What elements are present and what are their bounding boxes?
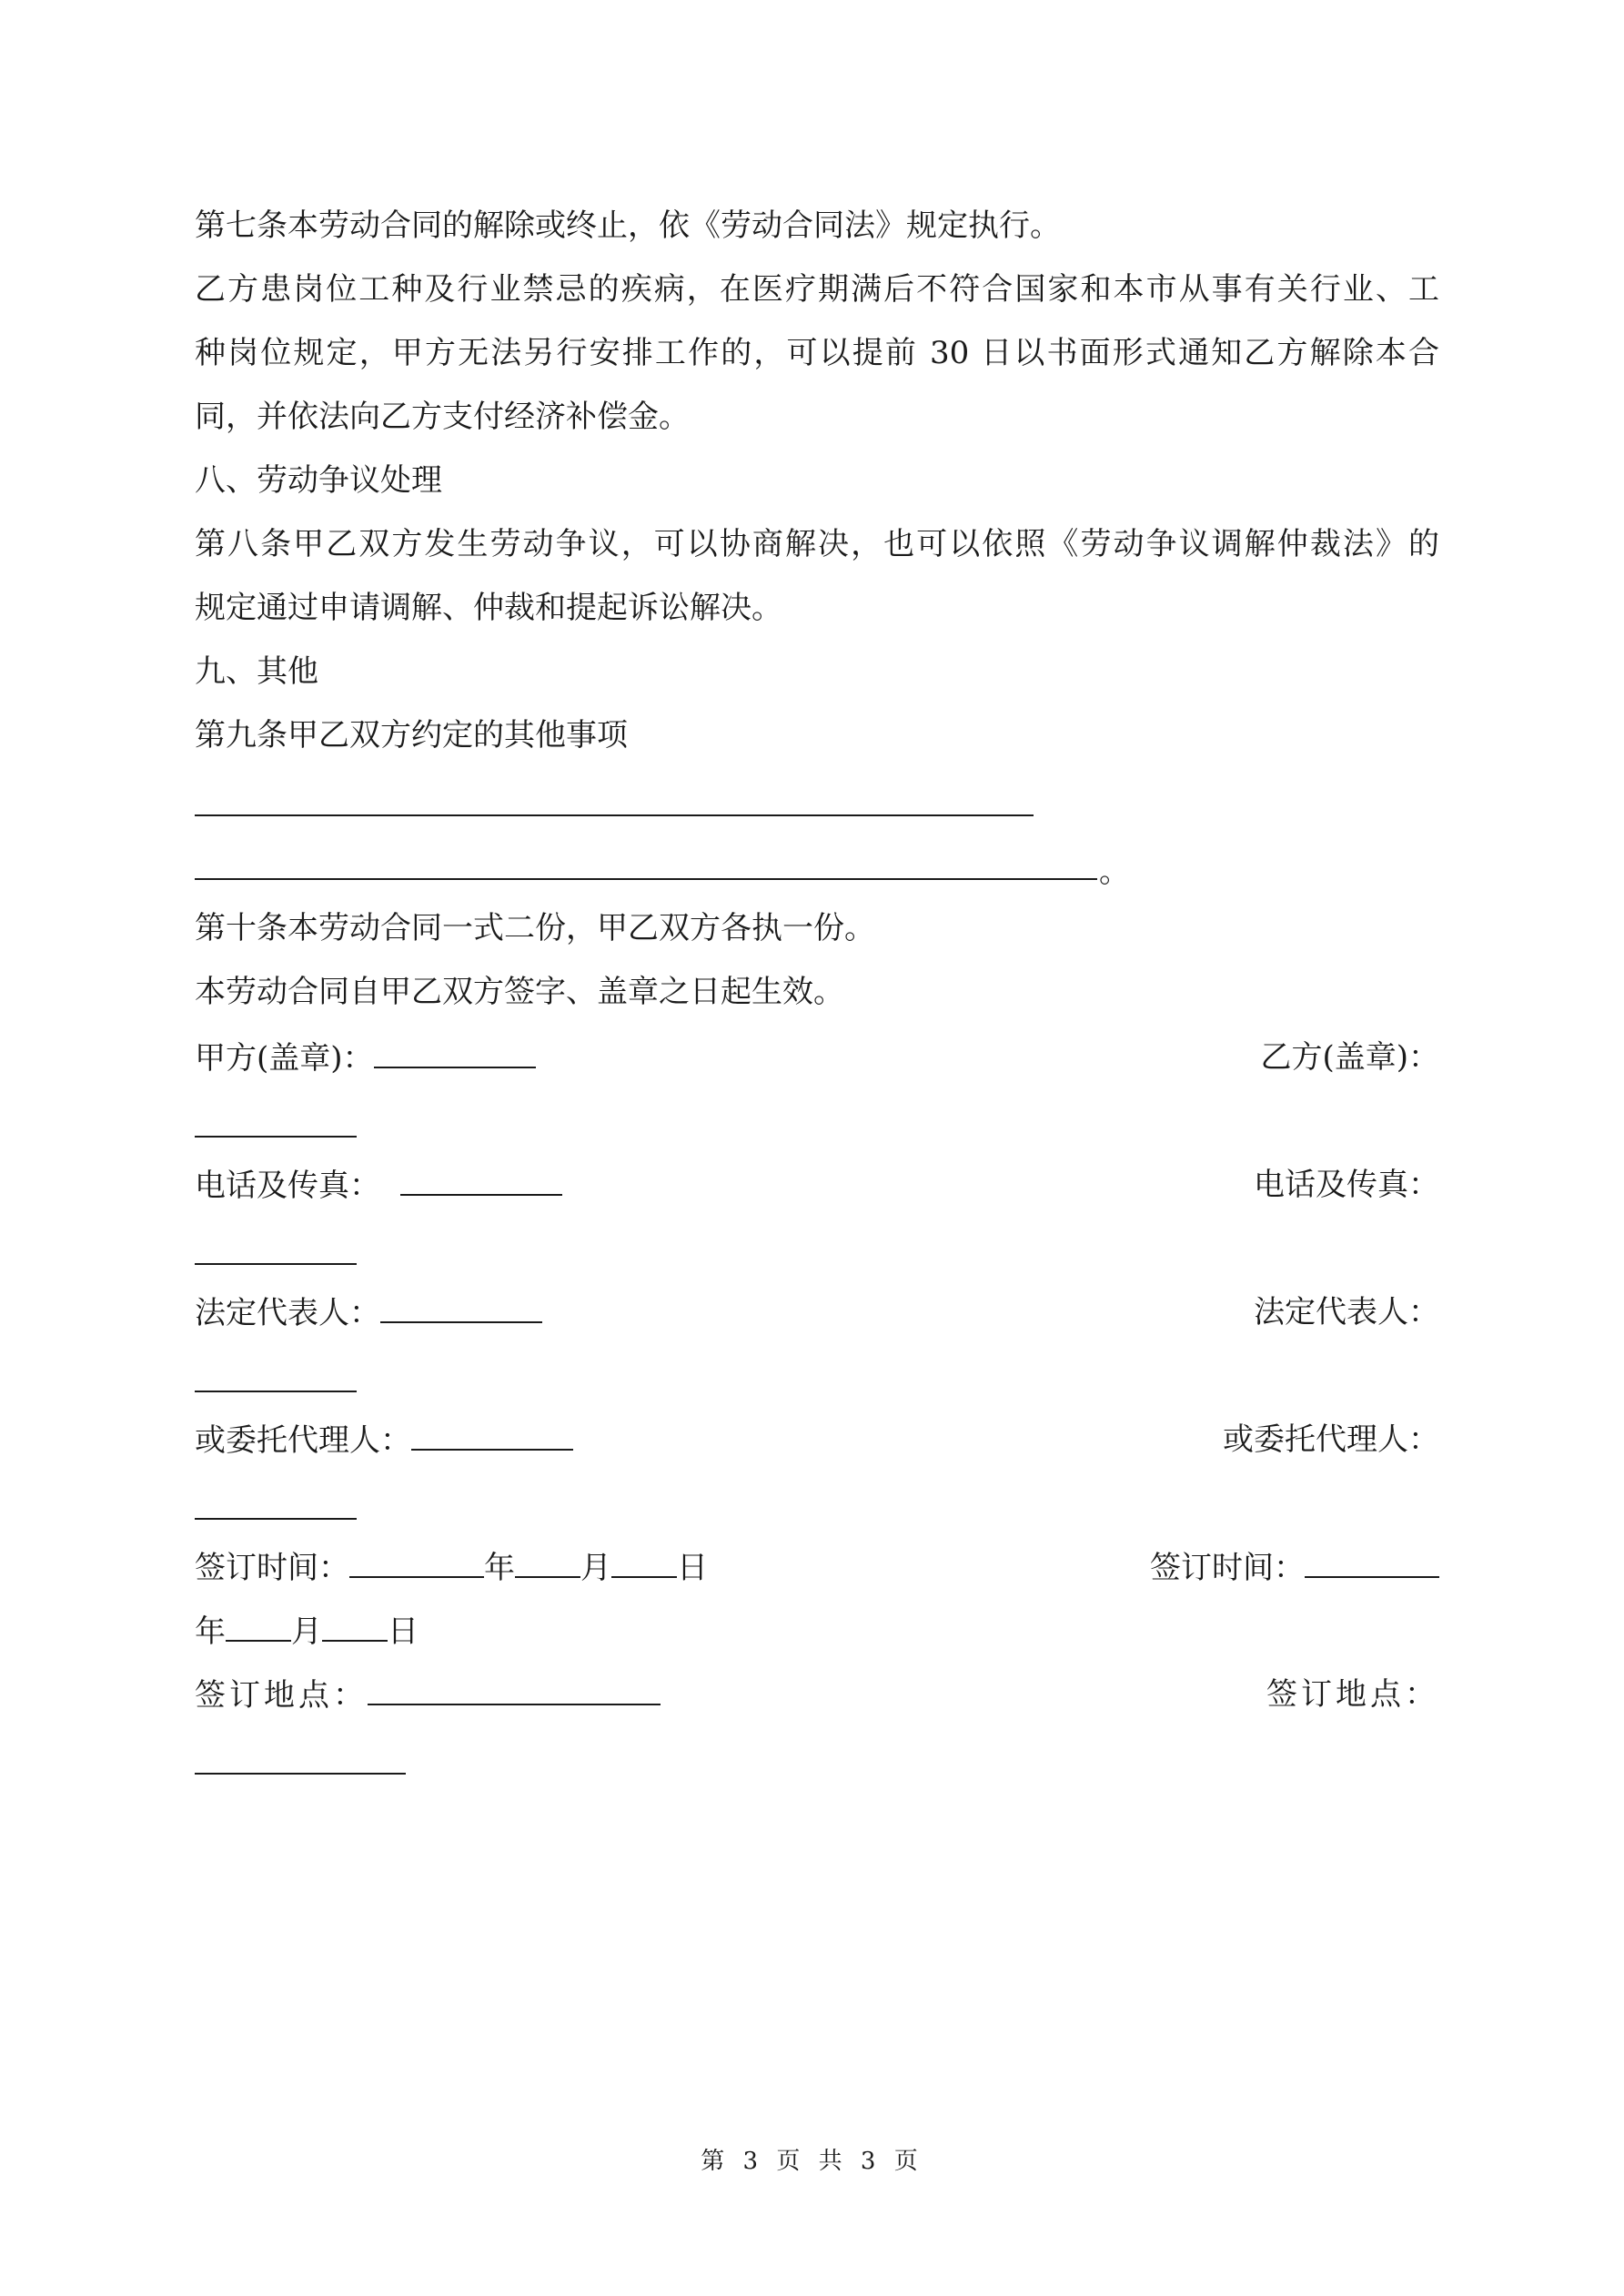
- sign-time-b-month-blank: [226, 1613, 291, 1642]
- sign-time-a-month: 月: [580, 1550, 611, 1586]
- party-a-seal-blank: [374, 1039, 536, 1068]
- seal-row: [195, 1039, 1439, 1076]
- sign-place-b-label: 签订地点：: [1266, 1676, 1439, 1713]
- sign-time-a-month-blank: [515, 1549, 580, 1578]
- sign-time-b: [1150, 1549, 1439, 1586]
- agent-row: [195, 1421, 1439, 1458]
- clause-7-para-line-1: 乙方患岗位工种及行业禁忌的疾病，在医疗期满后不符合国家和本市从事有关行业、工: [195, 271, 1439, 308]
- legal-rep-a-blank: [380, 1294, 542, 1323]
- sign-place-row: [195, 1676, 1439, 1713]
- sign-time-b-year-blank: [1305, 1549, 1439, 1578]
- sign-place-a: [195, 1676, 661, 1714]
- party-b-seal-blank: [195, 1136, 357, 1138]
- sign-time-a-year: 年: [484, 1550, 515, 1586]
- agent-b-blank: [195, 1518, 357, 1520]
- sign-time-a-label: 签订时间：: [195, 1550, 349, 1586]
- phone-fax-b-label: 电话及传真：: [1254, 1167, 1439, 1203]
- sign-place-b-blank: [195, 1773, 406, 1775]
- effective-clause: 本劳动合同自甲乙双方签字、盖章之日起生效。: [195, 974, 844, 1010]
- sign-time-a-year-blank: [349, 1549, 484, 1578]
- phone-fax-a-blank: [400, 1167, 562, 1196]
- sign-time-row: [195, 1549, 1439, 1585]
- sign-time-b-date: [195, 1613, 419, 1650]
- agent-b-label: 或委托代理人：: [1223, 1421, 1439, 1458]
- sign-time-a: [195, 1549, 708, 1586]
- party-b-seal-label: 乙方(盖章)：: [1260, 1039, 1439, 1076]
- clause-8-line-1: 第八条甲乙双方发生劳动争议，可以协商解决，也可以依照《劳动争议调解仲裁法》的: [195, 526, 1439, 562]
- agent-a: [195, 1421, 573, 1459]
- legal-rep-b-label: 法定代表人：: [1254, 1294, 1439, 1330]
- sign-place-a-blank: [368, 1676, 661, 1705]
- sign-time-b-label: 签订时间：: [1150, 1550, 1305, 1586]
- phone-fax-a: [195, 1167, 562, 1204]
- sign-time-b-day: 日: [388, 1613, 419, 1650]
- clause-9: 第九条甲乙双方约定的其他事项: [195, 717, 628, 754]
- party-a-seal-label: 甲方(盖章)：: [195, 1040, 374, 1077]
- clause-10: 第十条本劳动合同一式二份，甲乙双方各执一份。: [195, 910, 875, 946]
- section-heading-8: 八、劳动争议处理: [195, 462, 442, 499]
- clause-7-para-line-3: 同，并依法向乙方支付经济补偿金。: [195, 399, 690, 435]
- sign-time-b-day-blank: [322, 1613, 388, 1642]
- phone-fax-a-label: 电话及传真：: [195, 1168, 380, 1204]
- legal-rep-b-blank: [195, 1391, 357, 1392]
- agent-a-label: 或委托代理人：: [195, 1422, 411, 1459]
- sign-time-a-day: 日: [677, 1550, 708, 1586]
- sign-time-a-day-blank: [611, 1549, 677, 1578]
- section-heading-9: 九、其他: [195, 653, 318, 690]
- phone-fax-row: [195, 1167, 1439, 1203]
- clause-7: 第七条本劳动合同的解除或终止，依《劳动合同法》规定执行。: [195, 207, 1061, 244]
- legal-rep-row: [195, 1294, 1439, 1330]
- legal-rep-a-label: 法定代表人：: [195, 1295, 380, 1331]
- party-a-seal: [195, 1039, 536, 1077]
- sign-time-b-month: 月: [291, 1613, 322, 1650]
- clause-8-line-2: 规定通过申请调解、仲裁和提起诉讼解决。: [195, 590, 782, 626]
- sign-place-a-label: 签订地点：: [195, 1677, 368, 1714]
- blank-line-2: [195, 878, 1097, 880]
- legal-rep-a: [195, 1294, 542, 1331]
- sign-time-b-year: 年: [195, 1613, 226, 1650]
- blank-line-end-period: 。: [1099, 854, 1130, 890]
- page-footer: 第 3 页 共 3 页: [701, 2148, 923, 2175]
- agent-a-blank: [411, 1421, 573, 1451]
- phone-fax-b-blank: [195, 1263, 357, 1265]
- clause-7-para-line-2: 种岗位规定，甲方无法另行安排工作的，可以提前 30 日以书面形式通知乙方解除本合: [195, 335, 1439, 371]
- blank-line-1: [195, 814, 1034, 816]
